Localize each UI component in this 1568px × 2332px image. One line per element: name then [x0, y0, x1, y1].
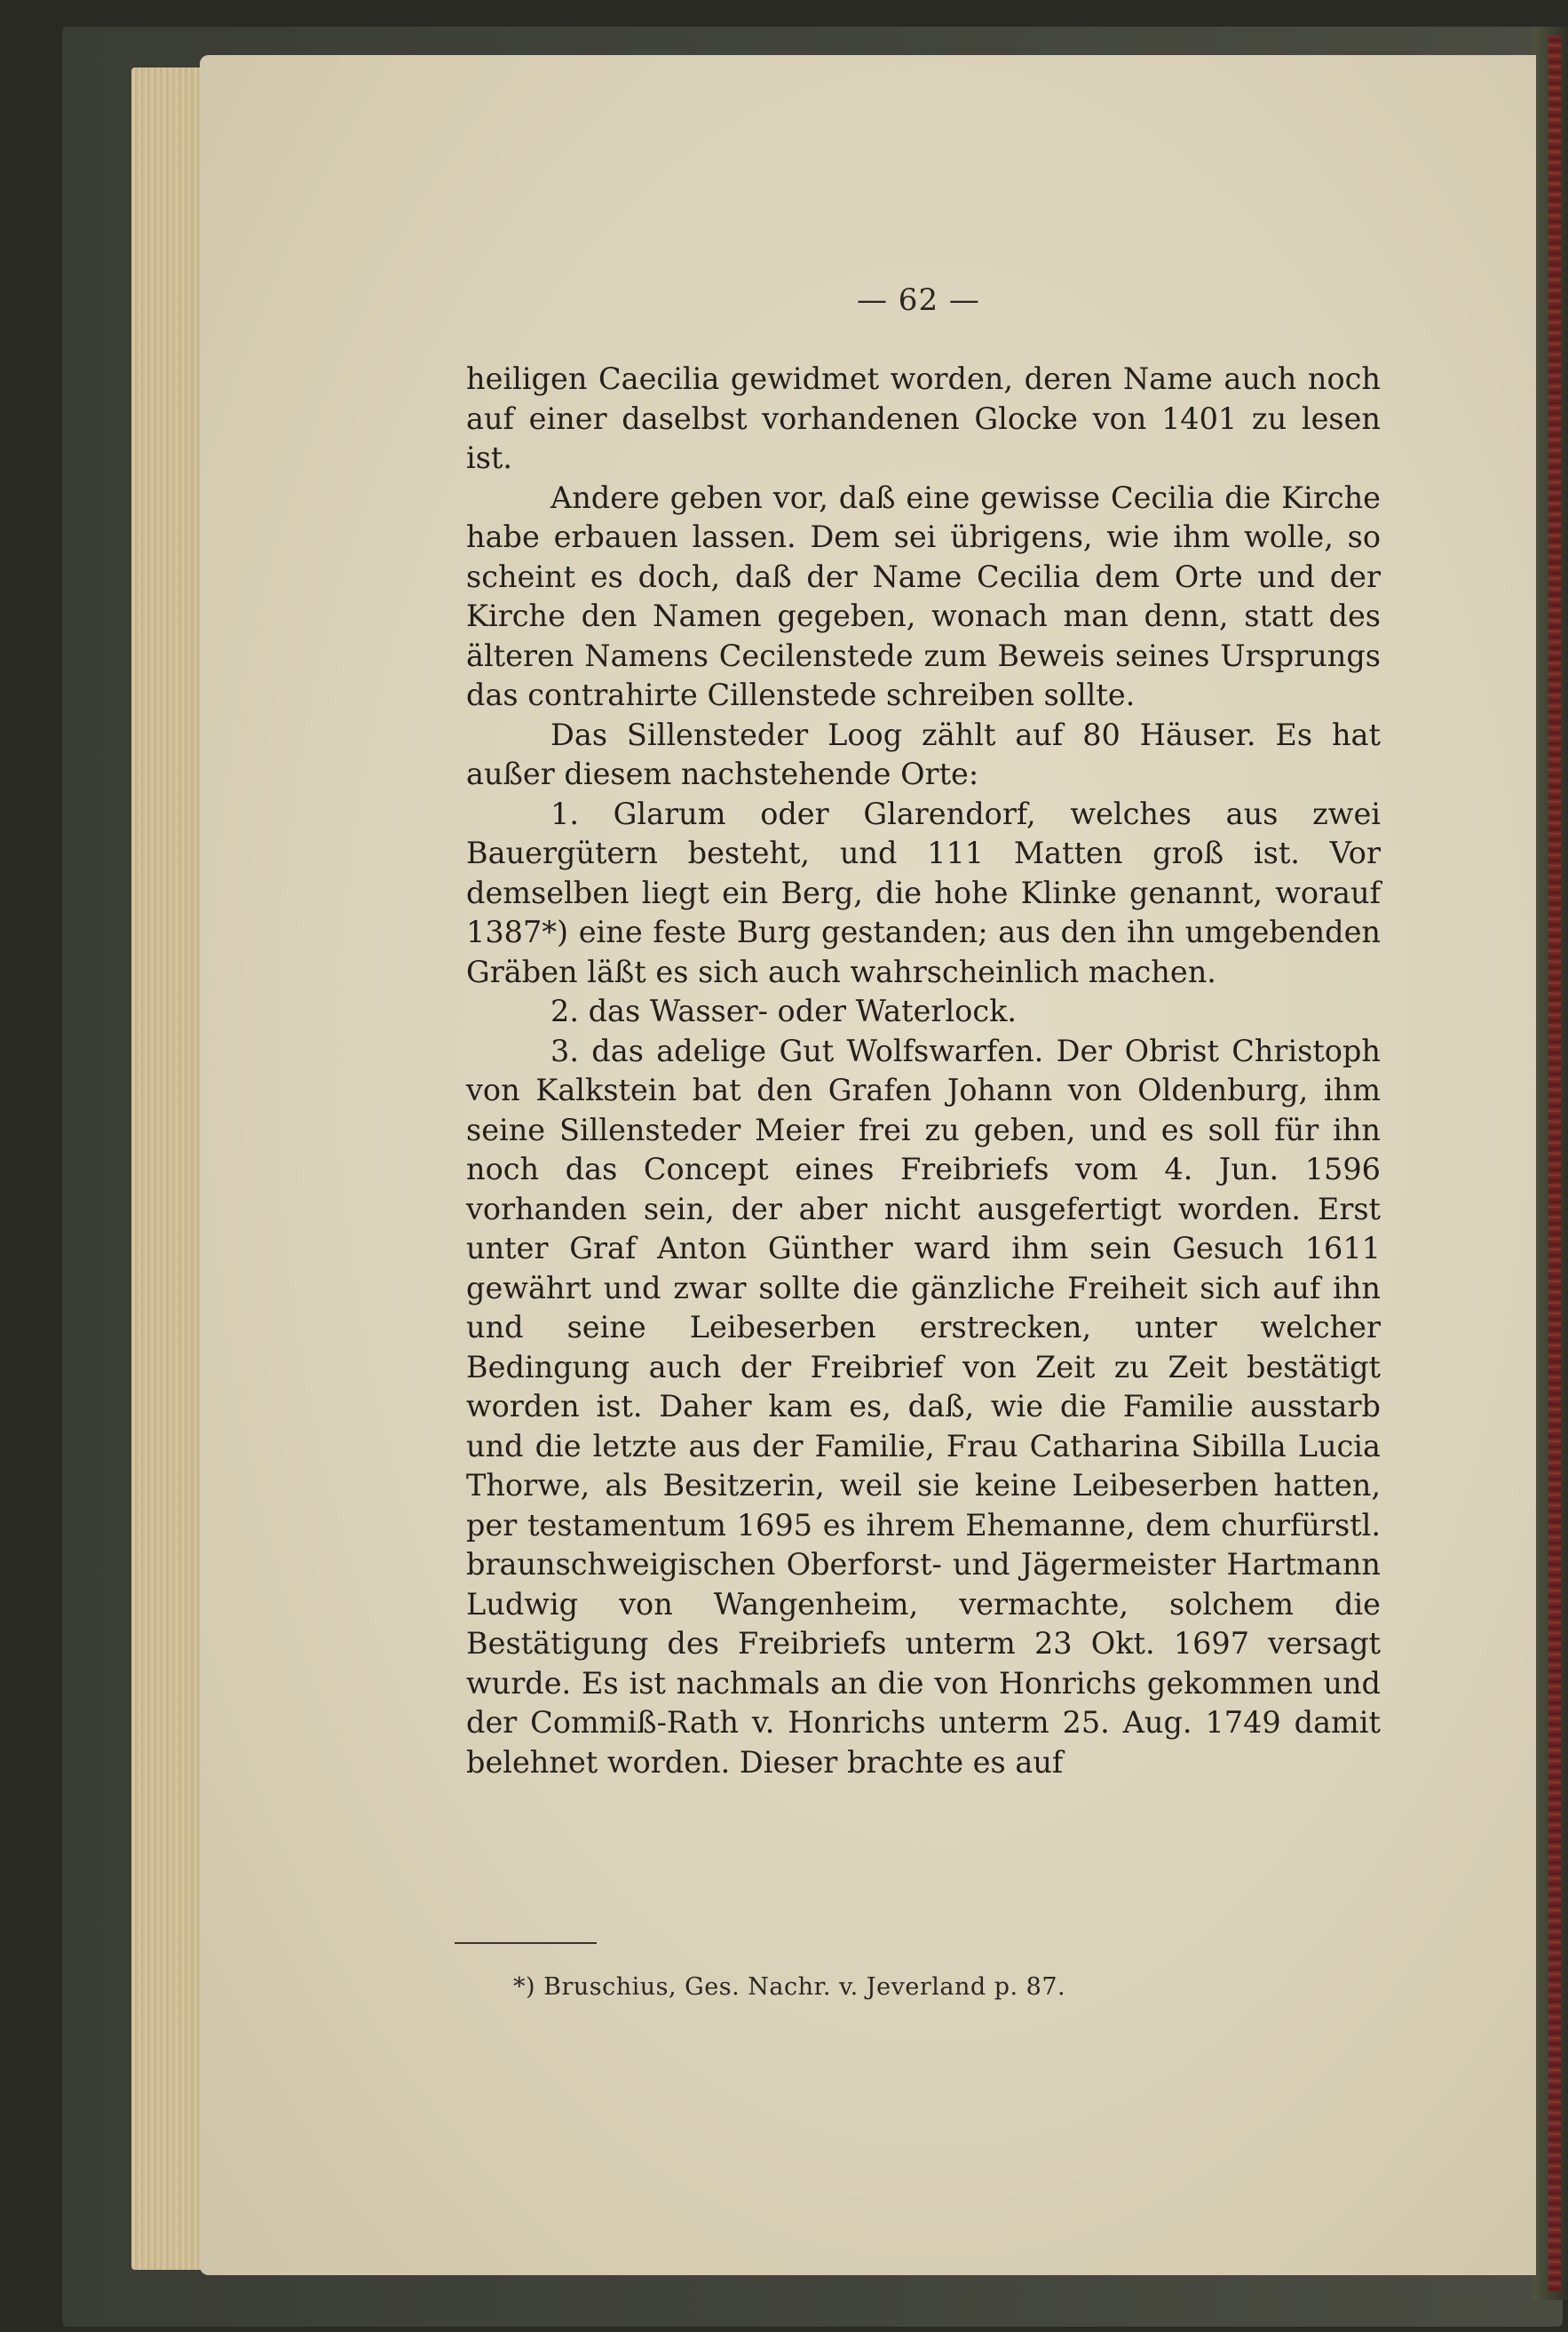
footnote: *) Bruschius, Ges. Nachr. v. Jeverland p. 87. — [513, 1973, 1066, 2001]
list-item-waterlock: 2. das Wasser- oder Waterlock. — [550, 994, 1018, 1028]
body-text — [466, 360, 1381, 1782]
bookmark-ribbon — [1548, 36, 1561, 2291]
list-item-wolfswarfen: 3. das adelige Gut Wolfswarfen. Der Obrist Christoph von Kalkstein bat den Grafen Johann von Oldenburg, ihm seine Sillensteder Meier frei zu geben, und es soll für ihn noch das Concept eines Freibriefs vom 4. Jun. 1596 vorhanden sein, der aber nicht ausgefertigt worden. Erst unter Graf Anton Günther ward ihm sein Gesuch 1611 gewährt und zwar sollte die gänzliche Freiheit sich auf ihn und seine Leibeserben erstrecken, unter welcher Bedingung auch der Freibrief von Zeit zu Zeit bestätigt worden ist. Daher kam es, daß, wie die Familie ausstarb und die letzte aus der Familie, Frau Catharina Sibilla Lucia Thorwe, als Besitzerin, weil sie keine Leibeserben hatten, per testamentum 1695 es ihrem Ehemanne, dem churfürstl. braunschweigischen Oberforst- und Jägermeister Hartmann Ludwig von Wangenheim, vermachte, solchem die Bestätigung des Freibriefs unterm 23 Okt. 1697 versagt wurde. Es ist nachmals an die von Honrichs gekommen und der Commiß-Rath v. Honrichs unterm 25. Aug. 1749 damit belehnet worden. Dieser brachte es auf — [466, 1033, 1381, 1780]
paragraph-continuation: heiligen Caecilia gewidmet worden, deren Name auch noch auf einer daselbst vorhandenen Glocke von 1401 zu lesen ist. — [466, 361, 1381, 475]
page-number: — 62 — — [857, 282, 980, 318]
paragraph-loog: Das Sillensteder Loog zählt auf 80 Häuser. Es hat außer diesem nachstehende Orte: — [466, 717, 1381, 791]
list-item-glarum: 1. Glarum oder Glarendorf, welches aus zwei Bauergütern besteht, und 111 Matten groß ist. Vor demselben liegt ein Berg, die hohe Klinke genannt, worauf 1387*) eine feste Burg gestanden; aus den ihn umgebenden Gräben läßt es sich auch wahrscheinlich machen. — [466, 796, 1381, 989]
paragraph-cecilia: Andere geben vor, daß eine gewisse Cecilia die Kirche habe erbauen lassen. Dem sei übrigens, wie ihm wolle, so scheint es doch, daß der Name Cecilia dem Orte und der Kirche den Namen gegeben, wonach man denn, statt des älteren Namens Cecilenstede zum Beweis seines Ursprungs das contrahirte Cillenstede schreiben sollte. — [466, 480, 1381, 712]
footnote-divider — [455, 1942, 597, 1944]
